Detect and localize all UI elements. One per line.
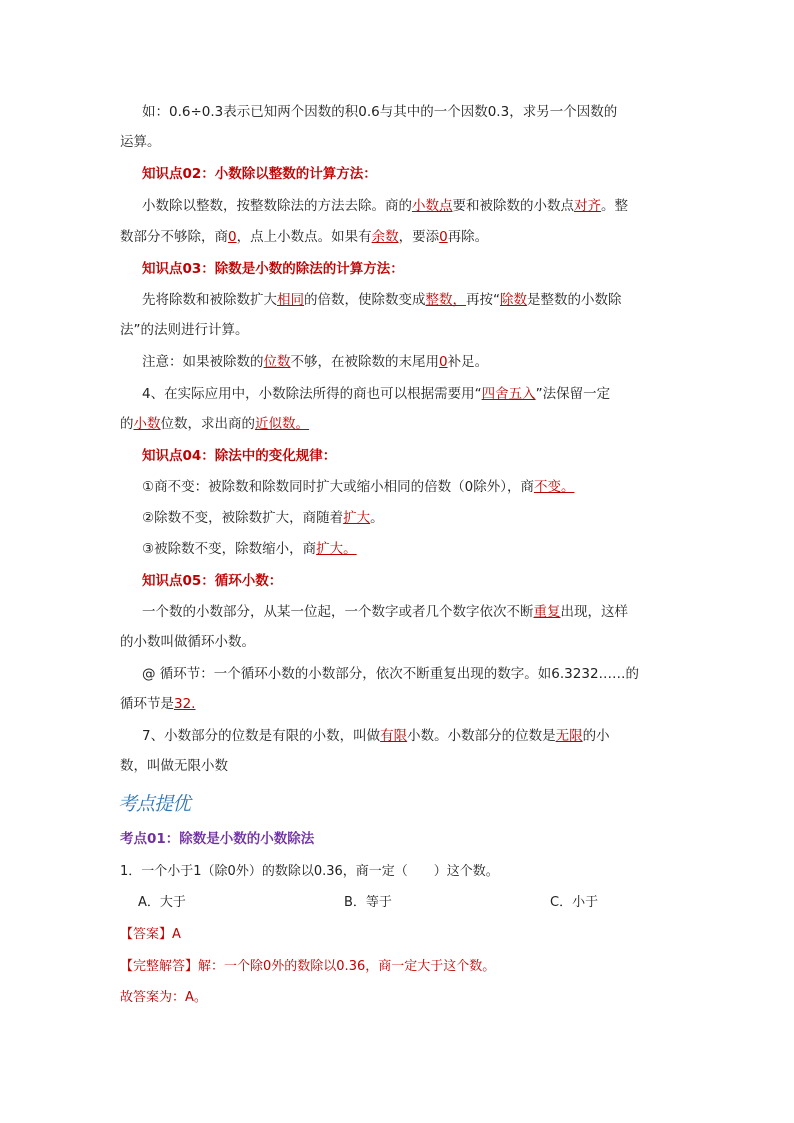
- text-line: [142, 384, 610, 404]
- text: 。整: [601, 198, 628, 214]
- text: 一个数的小数部分，从某一位起，一个数字或者几个数字依次不断: [142, 604, 534, 620]
- underlined-term: 小数: [133, 416, 161, 432]
- underlined-term: 扩大: [343, 510, 371, 526]
- conclusion-text: 故答案为：: [120, 990, 186, 1005]
- exam-point-heading: 考点01：除数是小数的小数除法: [120, 831, 315, 847]
- solution-text: 解：一个除0外的数除以0.36，商一定大于这个数。: [198, 959, 496, 974]
- knowledge-point-heading: 知识点05：循环小数：: [142, 573, 283, 589]
- text: 。: [370, 510, 384, 526]
- question-text: 1．一个小于1（除0外）的数除以0.36，商一定（ ）这个数。: [120, 864, 499, 879]
- text-line: [120, 227, 488, 247]
- text: 的小: [582, 728, 610, 744]
- text: 数部分不够除，商: [120, 229, 228, 245]
- underlined-term: 余数: [371, 229, 399, 245]
- answer-value: A: [172, 927, 181, 942]
- text-line: [142, 352, 488, 372]
- underlined-term: 0: [439, 229, 448, 245]
- text-line: [120, 414, 309, 434]
- text: 位数，求出商的: [160, 416, 255, 432]
- option-a: A．大于: [138, 895, 186, 910]
- text: ③被除数不变，除数缩小，商: [142, 541, 317, 557]
- underlined-term: 重复: [533, 604, 561, 620]
- text: 小数除以整数，按整数除法的方法去除。商的: [142, 198, 412, 214]
- text: 要和被除数的小数点: [452, 198, 574, 214]
- text: 再除。: [447, 229, 489, 245]
- text: 的倍数，使除数变成: [304, 292, 426, 308]
- knowledge-point-heading: 知识点03：除数是小数的除法的计算方法：: [142, 261, 404, 277]
- text: 先将除数和被除数扩大: [142, 292, 277, 308]
- text: 不够，在被除数的末尾用: [290, 354, 439, 370]
- text: 再按“: [466, 292, 500, 308]
- conclusion-value: A。: [185, 990, 207, 1005]
- underlined-term: 相同: [277, 292, 304, 308]
- underlined-term: 位数: [263, 354, 291, 370]
- text-line: [142, 664, 639, 684]
- underlined-term: 对齐: [574, 198, 601, 214]
- section-title: 考点提优: [118, 793, 191, 815]
- text-line: [142, 477, 574, 497]
- conclusion-line: [120, 988, 207, 1008]
- knowledge-point-heading: 知识点02：小数除以整数的计算方法：: [142, 166, 377, 182]
- text-line: [142, 102, 617, 122]
- text: 4、在实际应用中，小数除法所得的商也可以根据需要用“: [142, 386, 482, 402]
- text: 的: [120, 416, 134, 432]
- text: ，要添: [398, 229, 440, 245]
- text: 注意：如果被除数的: [142, 354, 264, 370]
- text-line: [120, 320, 249, 340]
- text-line: [142, 508, 384, 528]
- text-line: [142, 726, 610, 746]
- text: ，点上小数点。如果有: [236, 229, 372, 245]
- option-c: C．小于: [550, 895, 599, 910]
- text-line: [120, 756, 228, 776]
- underlined-term: 四舍五入: [481, 386, 536, 402]
- underlined-term: 除数: [500, 292, 527, 308]
- underlined-term: 有限: [380, 728, 408, 744]
- text: 运算。: [120, 134, 161, 150]
- text: 小数。小数部分的位数是: [407, 728, 556, 744]
- knowledge-point-heading: 知识点04：除法中的变化规律：: [142, 448, 337, 464]
- underlined-term: 无限: [555, 728, 583, 744]
- text: 如：0.6÷0.3表示已知两个因数的积0.6与其中的一个因数0.3，求另一个因数的: [142, 104, 618, 120]
- text: 补足。: [447, 354, 489, 370]
- solution-tag: 【完整解答】: [120, 959, 199, 974]
- text-line: [142, 539, 357, 559]
- underlined-term: 0: [439, 354, 448, 370]
- text: 7、小数部分的位数是有限的小数，叫做: [142, 728, 381, 744]
- text: ”法保留一定: [535, 386, 611, 402]
- text: 的小数叫做循环小数。: [120, 634, 255, 650]
- text-line: [142, 196, 628, 216]
- underlined-term: 近似数。: [255, 416, 309, 432]
- underlined-term: 32.: [174, 696, 196, 712]
- underlined-term: 扩大。: [316, 541, 357, 557]
- underlined-term: 小数点: [412, 198, 453, 214]
- text-line: [142, 290, 622, 310]
- text: 数，叫做无限小数: [120, 758, 228, 774]
- text: 是整数的小数除: [527, 292, 622, 308]
- text-line: [120, 132, 161, 152]
- solution-line: [120, 957, 495, 977]
- underlined-term: 不变。: [533, 479, 575, 495]
- text: @ 循环节：一个循环小数的小数部分，依次不断重复出现的数字。如6.3232……的: [142, 666, 640, 682]
- text: 出现，这样: [560, 604, 628, 620]
- text: 循环节是: [120, 696, 174, 712]
- text: ②除数不变，被除数扩大，商随着: [142, 510, 344, 526]
- answer-tag: 【答案】: [120, 927, 173, 942]
- underlined-term: 整数，: [425, 292, 466, 308]
- text-line: [120, 632, 255, 652]
- option-b: B．等于: [344, 895, 392, 910]
- text: 法”的法则进行计算。: [120, 322, 249, 338]
- text-line: [120, 694, 195, 714]
- answer-line: [120, 925, 181, 945]
- underlined-term: 0: [228, 229, 237, 245]
- text-line: [142, 602, 628, 622]
- text: ①商不变：被除数和除数同时扩大或缩小相同的倍数（0除外），商: [142, 479, 534, 495]
